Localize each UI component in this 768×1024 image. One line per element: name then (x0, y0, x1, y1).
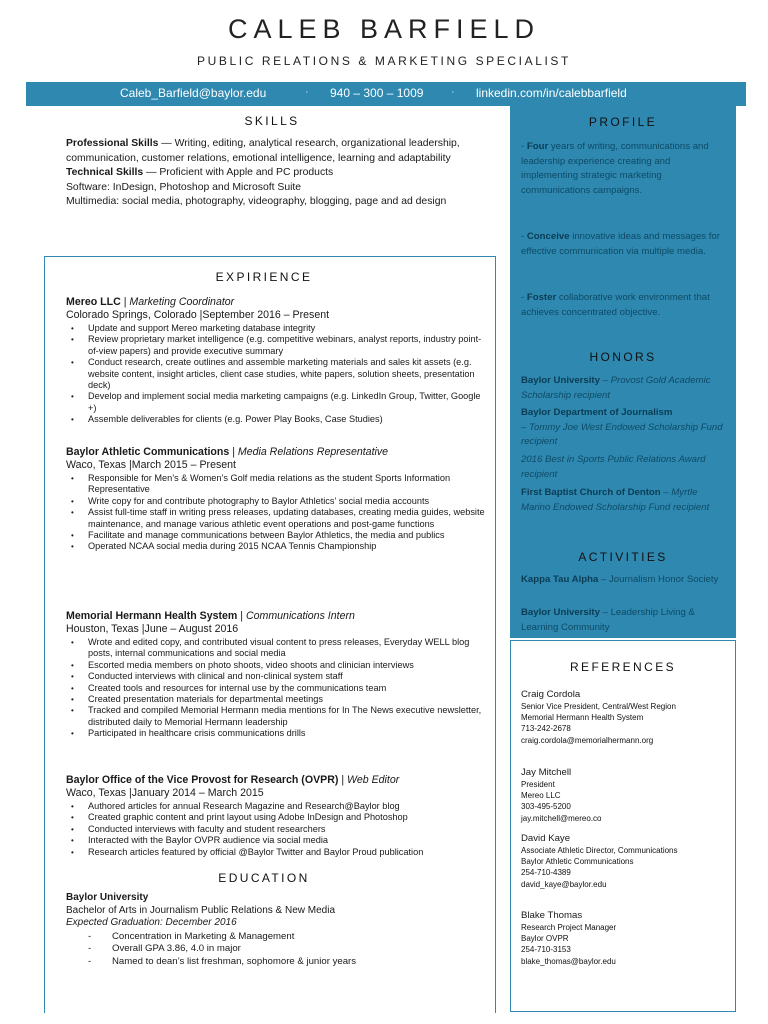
reference-name: Jay Mitchell (521, 767, 572, 778)
reference-name: Blake Thomas (521, 910, 583, 921)
reference-line: President (521, 780, 555, 789)
job-bullet: • Conducted interviews with faculty and student researchers (88, 824, 491, 835)
job-bullet: • Responsible for Men’s & Women’s Golf media relations as the student Sports Information Representative (88, 473, 491, 496)
reference-line: Memorial Hermann Health System (521, 713, 644, 723)
job-bullet: • Wrote and edited copy, and contributed visual content to press releases, Everyday WELL blog posts, internal communications and social media (88, 637, 491, 660)
job-bullet: • Assist full-time staff in writing press releases, updating databases, creating media guides, website maintenance, and manage various athletic event operations and post-game functions (88, 507, 491, 530)
job-bullet: • Interacted with the Baylor OVPR audience via social media (88, 835, 491, 846)
profile-item: - Conceive innovative ideas and messages for effective communication via multiple media. (521, 231, 720, 257)
job-role: Media Relations Representative (237, 446, 389, 458)
skills-heading: SKILLS (244, 114, 300, 128)
job-bullet: • Develop and implement social media marketing campaigns (e.g. LinkedIn Group, Twitter, Google +) (88, 391, 491, 414)
reference-line: 254-710-3153 (521, 945, 571, 955)
contact-email[interactable]: Caleb_Barfield@baylor.edu (120, 86, 267, 100)
honors-heading: HONORS (589, 350, 657, 364)
profile-item-text: innovative ideas and messages for effective communication via multiple media. (521, 231, 720, 257)
reference-line: Mereo LLC (521, 791, 561, 801)
job-bullets (66, 473, 491, 553)
education-item: - Named to dean’s list freshman, sophomore & junior years (112, 956, 491, 969)
job-bullet: • Escorted media members on photo shoots, video shoots and clinician interviews (88, 660, 491, 671)
education-section (66, 892, 491, 968)
job-bullet: • Created tools and resources for internal use by the communications team (88, 683, 491, 694)
activity-item: Kappa Tau Alpha – Journalism Honor Society (521, 574, 719, 585)
job-entry (66, 610, 491, 740)
profile-item-bold: Four (526, 141, 549, 152)
contact-separator: · (451, 86, 455, 98)
profile-heading: PROFILE (588, 115, 658, 129)
job-org: Mereo LLC (66, 296, 121, 308)
job-role: Communications Intern (245, 610, 355, 622)
job-bullet: • Created presentation materials for departmental meetings (88, 694, 491, 705)
job-title-line (66, 446, 491, 459)
job-bullet: • Review proprietary market intelligence (e.g. competitive webinars, analyst reports, industry point-of-view papers) and provide executive summary (88, 334, 491, 357)
honor-item: First Baptist Church of Denton – Myrtle Marino Endowed Scholarship Fund recipient (521, 487, 710, 513)
technical-skills-label: Technical Skills (66, 167, 144, 179)
activity-text: Leadership Living & Learning Community (521, 607, 695, 633)
reference-line: Research Project Manager (521, 923, 617, 932)
job-bullet: • Update and support Mereo marketing database integrity (88, 323, 491, 334)
job-bullet: • Tracked and compiled Memorial Hermann media mentions for In The News executive newsletter, distributed daily to Memorial Hermann leadership (88, 705, 491, 728)
honor-org: First Baptist Church of Denton (521, 487, 661, 498)
job-bullet: • Research articles featured by official @Baylor Twitter and Baylor Proud publication (88, 847, 491, 858)
job-title-line (66, 610, 491, 623)
job-bullet: • Conducted interviews with clinical and non-clinical system staff (88, 671, 491, 682)
reference-line: Associate Athletic Director, Communications (521, 846, 678, 855)
honor-item (521, 453, 725, 482)
job-entry (66, 296, 491, 426)
honor-text: Provost Gold Academic Scholarship recipient (521, 375, 711, 401)
job-entry (66, 774, 491, 858)
job-org: Memorial Hermann Health System (66, 610, 238, 622)
reference-line: 254-710-4389 (521, 868, 571, 878)
activities-heading: ACTIVITIES (578, 550, 668, 564)
job-location: Houston, Texas |June – August 2016 (66, 623, 239, 635)
profile-item-bold: Conceive (526, 231, 570, 242)
contact-bar (26, 82, 746, 106)
resume-subtitle: PUBLIC RELATIONS & MARKETING SPECIALIST (197, 54, 571, 68)
activity-org: Baylor University (521, 607, 600, 618)
job-pipe: | (237, 610, 246, 622)
job-bullet: • Assemble deliverables for clients (e.g. Power Play Books, Case Studies) (88, 414, 491, 425)
job-role: Marketing Coordinator (129, 296, 235, 308)
activity-text: Journalism Honor Society (608, 574, 719, 585)
job-bullet: • Conduct research, create outlines and assemble marketing materials and sales kit assets (e.g. website content, insight articles, client case studies, white papers, solution sheets, presentation deck) (88, 357, 491, 391)
technical-skills-text: — Proficient with Apple and PC products (143, 167, 334, 179)
contact-linkedin[interactable]: linkedin.com/in/calebbarfield (476, 86, 627, 100)
reference-name: Craig Cordola (521, 689, 581, 700)
reference-name: David Kaye (521, 833, 571, 844)
professional-skills-label: Professional Skills (66, 138, 159, 149)
job-org: Baylor Office of the Vice Provost for Research (OVPR) (66, 774, 339, 786)
reference-entry (521, 766, 733, 824)
reference-email[interactable]: david_kaye@baylor.edu (521, 879, 607, 889)
reference-entry (521, 688, 733, 746)
job-bullets (66, 637, 491, 740)
experience-heading: EXPIRIENCE (215, 270, 313, 284)
honor-text: Myrtle Marino Endowed Scholarship Fund recipient (521, 487, 710, 513)
contact-separator: · (305, 86, 309, 98)
reference-line: 303-495-5200 (521, 802, 571, 812)
job-bullet: • Participated in healthcare crisis communications drills (88, 728, 491, 739)
contact-phone[interactable]: 940 – 300 – 1009 (330, 86, 424, 100)
honor-org: Baylor Department of Journalism (521, 407, 673, 418)
reference-line: Senior Vice President, Central/West Region (521, 702, 676, 711)
job-pipe: | (120, 296, 130, 308)
job-location: Waco, Texas |January 2014 – March 2015 (66, 787, 264, 799)
reference-email[interactable]: blake_thomas@baylor.edu (521, 956, 616, 966)
references-heading: REFERENCES (569, 660, 676, 674)
reference-entry (521, 909, 733, 967)
activity-org: Kappa Tau Alpha (521, 574, 599, 585)
education-heading: EDUCATION (218, 871, 310, 885)
reference-line: Baylor Athletic Communications (521, 857, 634, 867)
reference-entry (521, 832, 733, 890)
job-bullet: • Write copy for and contribute photography to Baylor Athletics’ social media accounts (88, 496, 491, 507)
profile-item: - Foster collaborative work environment that achieves concentrated objective. (521, 292, 710, 318)
skills-section (66, 137, 482, 210)
job-org: Baylor Athletic Communications (66, 446, 230, 458)
reference-email[interactable]: craig.cordola@memorialhermann.org (521, 735, 654, 745)
education-item: - Overall GPA 3.86, 4.0 in major (112, 943, 491, 956)
education-item: - Concentration in Marketing & Management (112, 931, 491, 944)
profile-item: - Four years of writing, communications and leadership experience creating and implementing strategic marketing communications campaigns. (521, 141, 709, 196)
education-degree: Bachelor of Arts in Journalism Public Relations & New Media (66, 904, 336, 916)
professional-skills-text: — Writing, editing, analytical research, organizational leadership, communication, customer relations, emotional intelligence, learning and adaptability (66, 138, 460, 164)
job-role: Web Editor (347, 774, 400, 786)
job-pipe: | (338, 774, 348, 786)
job-bullets (66, 323, 491, 426)
reference-email[interactable]: jay.mitchell@mereo.co (521, 813, 602, 823)
job-bullet: • Authored articles for annual Research Magazine and Research@Baylor blog (88, 801, 491, 812)
honor-text: 2016 Best in Sports Public Relations Award recipient (521, 454, 706, 480)
software-skills: Software: InDesign, Photoshop and Microsoft Suite (66, 181, 302, 193)
resume-name: CALEB BARFIELD (227, 14, 541, 44)
job-location: Colorado Springs, Colorado |September 2016 – Present (66, 309, 330, 321)
job-bullet: • Facilitate and manage communications between Baylor Athletics, the media and publics (88, 530, 491, 541)
reference-line: 713-242-2678 (521, 724, 571, 734)
job-title-line (66, 774, 491, 787)
education-graduation: Expected Graduation: December 2016 (66, 917, 237, 928)
honor-text: Tommy Joe West Endowed Scholarship Fund recipient (521, 421, 723, 448)
honor-item: Baylor Department of Journalism – Tommy Joe West Endowed Scholarship Fund recipient (521, 407, 723, 448)
job-bullet: • Operated NCAA social media during 2015 NCAA Tennis Championship (88, 541, 491, 552)
honor-item: Baylor University – Provost Gold Academic Scholarship recipient (521, 375, 711, 401)
profile-item-text: collaborative work environment that achieves concentrated objective. (521, 292, 710, 318)
job-bullets (66, 801, 491, 858)
honor-org: Baylor University (521, 375, 600, 386)
job-pipe: | (229, 446, 238, 458)
job-bullet: • Created graphic content and print layout using Adobe InDesign and Photoshop (88, 812, 491, 823)
reference-line: Baylor OVPR (521, 934, 569, 944)
profile-item-bold: Foster (526, 292, 557, 303)
job-location: Waco, Texas |March 2015 – Present (66, 459, 236, 471)
education-list (66, 931, 491, 969)
education-school: Baylor University (66, 892, 149, 903)
activity-item: Baylor University – Leadership Living & Learning Community (521, 607, 695, 633)
profile-item-text: years of writing, communications and leadership experience creating and implementing strategic marketing communications campaigns. (521, 141, 709, 196)
job-entry (66, 446, 491, 553)
job-title-line (66, 296, 491, 309)
multimedia-skills: Multimedia: social media, photography, videography, blogging, page and ad design (66, 196, 447, 208)
